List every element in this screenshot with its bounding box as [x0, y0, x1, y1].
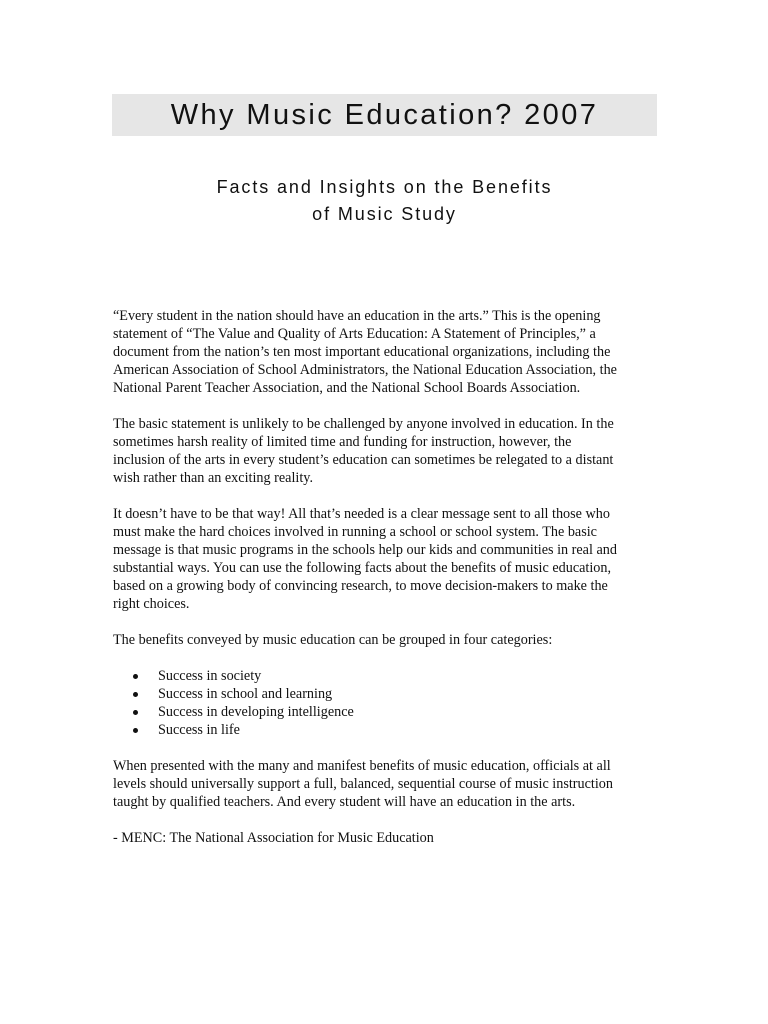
list-item-label: Success in school and learning — [158, 686, 333, 702]
text-line: When presented with the many and manifest benefits of music education, officials at all — [113, 758, 611, 774]
text-line: National Parent Teacher Association, and the National School Boards Association. — [113, 380, 581, 396]
benefits-list — [113, 667, 658, 739]
text-line: The basic statement is unlikely to be challenged by anyone involved in education. In the — [113, 416, 614, 432]
bullet-icon — [133, 692, 138, 697]
text-line: American Association of School Administrators, the National Education Association, the — [113, 362, 617, 378]
title-banner — [112, 94, 657, 136]
text-line: The benefits conveyed by music education can be grouped in four categories: — [113, 632, 553, 648]
intro-paragraph — [113, 307, 658, 397]
bullet-icon — [133, 728, 138, 733]
subtitle-line: Facts and Insights on the Benefits — [216, 177, 553, 197]
list-intro-paragraph — [113, 631, 658, 649]
bullet-icon — [133, 674, 138, 679]
list-item — [113, 667, 658, 685]
list-item-label: Success in developing intelligence — [158, 704, 354, 720]
document-title: Why Music Education? 2007 — [170, 98, 599, 131]
text-line: “Every student in the nation should have an education in the arts.” This is the opening — [113, 308, 601, 324]
list-item-label: Success in society — [158, 668, 262, 684]
list-item — [113, 721, 658, 739]
text-line: inclusion of the arts in every student’s education can sometimes be relegated to a distant — [113, 452, 614, 468]
text-line: document from the nation’s ten most important educational organizations, including the — [113, 344, 611, 360]
text-line: It doesn’t have to be that way! All that’s needed is a clear message sent to all those who — [113, 506, 610, 522]
text-line: substantial ways. You can use the following facts about the benefits of music education, — [113, 560, 612, 576]
text-line: wish rather than an exciting reality. — [113, 470, 313, 486]
text-line: statement of “The Value and Quality of Arts Education: A Statement of Principles,” a — [113, 326, 596, 342]
body-paragraph — [113, 415, 658, 487]
body-paragraph — [113, 505, 658, 613]
text-line: right choices. — [113, 596, 190, 612]
document-subtitle — [112, 174, 657, 228]
list-item — [113, 703, 658, 721]
closing-paragraph — [113, 757, 658, 811]
list-item — [113, 685, 658, 703]
signature-line: - MENC: The National Association for Music Education — [113, 830, 434, 846]
subtitle-line: of Music Study — [312, 204, 457, 224]
text-line: taught by qualified teachers. And every student will have an education in the arts. — [113, 794, 576, 810]
text-line: levels should universally support a full, balanced, sequential course of music instruction — [113, 776, 613, 792]
bullet-icon — [133, 710, 138, 715]
text-line: sometimes harsh reality of limited time and funding for instruction, however, the — [113, 434, 572, 450]
text-line: must make the hard choices involved in running a school or school system. The basic — [113, 524, 597, 540]
list-item-label: Success in life — [158, 722, 240, 738]
text-line: message is that music programs in the schools help our kids and communities in real and — [113, 542, 617, 558]
document-body — [113, 307, 658, 865]
text-line: based on a growing body of convincing research, to move decision-makers to make the — [113, 578, 608, 594]
